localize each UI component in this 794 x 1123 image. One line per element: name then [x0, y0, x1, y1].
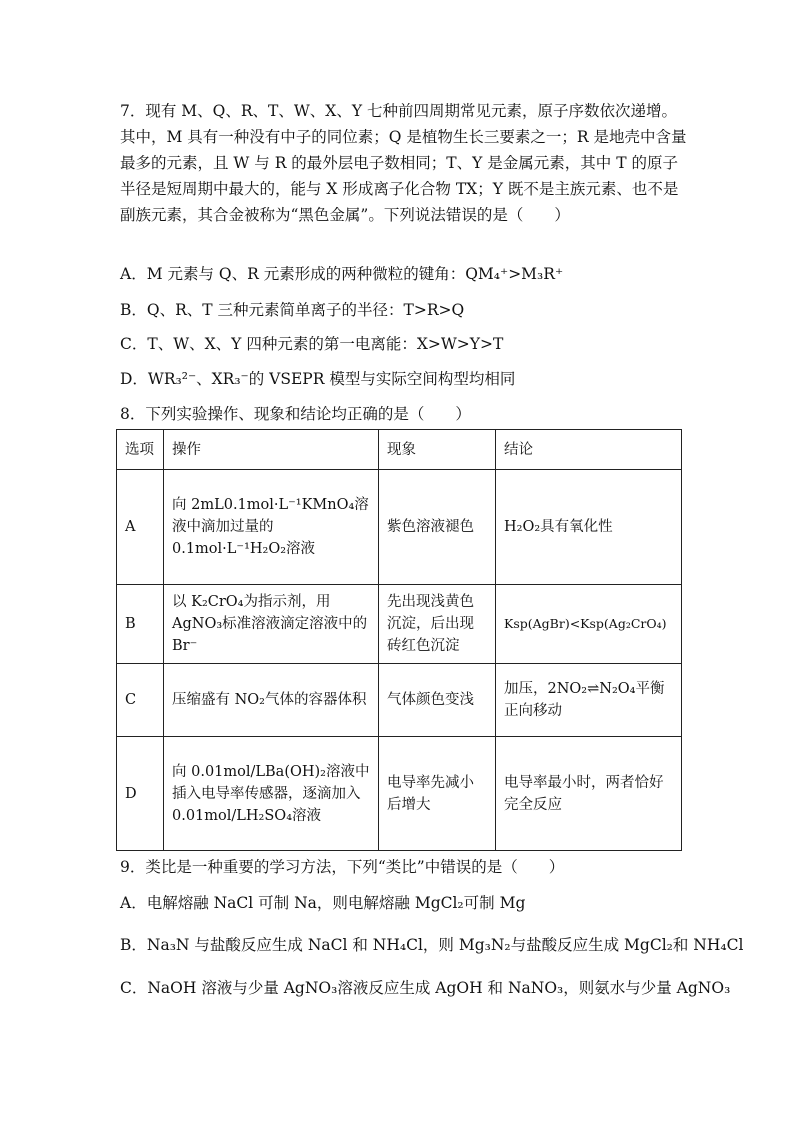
q7-option-c: C．T、W、X、Y 四种元素的第一电离能：X>W>Y>T [120, 335, 504, 353]
header-conclusion: 结论 [496, 430, 682, 470]
q9-option-a: A．电解熔融 NaCl 可制 Na，则电解熔融 MgCl₂可制 Mg [120, 894, 526, 912]
row-b-phenomenon: 先出现浅黄色沉淀，后出现砖红色沉淀 [379, 585, 496, 664]
q7-option-d: D．WR₃²⁻、XR₃⁻的 VSEPR 模型与实际空间构型均相同 [120, 370, 516, 388]
table-row [117, 664, 682, 737]
question-7-stem: 7．现有 M、Q、R、T、W、X、Y 七种前四周期常见元素，原子序数依次递增。其中，M 具有一种没有中子的同位素；Q 是植物生长三要素之一；R 是地壳中含量最多的元素，且 W 与 R 的最外层电子数相同；T、Y 是金属元素，其中 T 的原子半径是短周期中最大的，能与 X 形成离子化合物 TX；Y 既不是主族元素、也不是副族元素，其合金被称为“黑色金属”。下列说法错误的是（ ） [120, 102, 687, 224]
q7-option-a: A．M 元素与 Q、R 元素形成的两种微粒的键角：QM₄⁺>M₃R⁺ [120, 265, 564, 283]
table-header-row [117, 430, 682, 470]
header-option: 选项 [117, 430, 164, 470]
table-row [117, 737, 682, 851]
question-8-stem: 8．下列实验操作、现象和结论均正确的是（ ） [120, 405, 471, 423]
row-c-operation: 压缩盛有 NO₂气体的容器体积 [164, 664, 379, 737]
row-b-conclusion: Ksp(AgBr)<Ksp(Ag₂CrO₄) [496, 585, 682, 664]
row-d-phenomenon: 电导率先减小后增大 [379, 737, 496, 851]
table-row [117, 585, 682, 664]
row-a-phenomenon: 紫色溶液褪色 [379, 470, 496, 585]
experiment-table [116, 429, 682, 851]
table-row [117, 470, 682, 585]
q9-option-b: B．Na₃N 与盐酸反应生成 NaCl 和 NH₄Cl，则 Mg₃N₂与盐酸反应生成 MgCl₂和 NH₄Cl [120, 936, 744, 954]
row-d-option: D [117, 737, 164, 851]
row-c-conclusion: 加压，2NO₂⇌N₂O₄平衡正向移动 [496, 664, 682, 737]
q7-option-b: B．Q、R、T 三种元素简单离子的半径：T>R>Q [120, 301, 465, 319]
row-b-operation: 以 K₂CrO₄为指示剂，用 AgNO₃标准溶液滴定溶液中的 Br⁻ [164, 585, 379, 664]
row-c-option: C [117, 664, 164, 737]
q9-option-c: C．NaOH 溶液与少量 AgNO₃溶液反应生成 AgOH 和 NaNO₃，则氨水与少量 AgNO₃ [120, 979, 731, 997]
header-operation: 操作 [164, 430, 379, 470]
row-a-option: A [117, 470, 164, 585]
row-a-conclusion: H₂O₂具有氧化性 [496, 470, 682, 585]
row-d-operation: 向 0.01mol/LBa(OH)₂溶液中插入电导率传感器，逐滴加入 0.01mol/LH₂SO₄溶液 [164, 737, 379, 851]
row-c-phenomenon: 气体颜色变浅 [379, 664, 496, 737]
row-a-operation: 向 2mL0.1mol·L⁻¹KMnO₄溶液中滴加过量的 0.1mol·L⁻¹H₂O₂溶液 [164, 470, 379, 585]
row-d-conclusion: 电导率最小时，两者恰好完全反应 [496, 737, 682, 851]
header-phenomenon: 现象 [379, 430, 496, 470]
question-9-stem: 9．类比是一种重要的学习方法，下列“类比”中错误的是（ ） [120, 858, 565, 876]
row-b-option: B [117, 585, 164, 664]
